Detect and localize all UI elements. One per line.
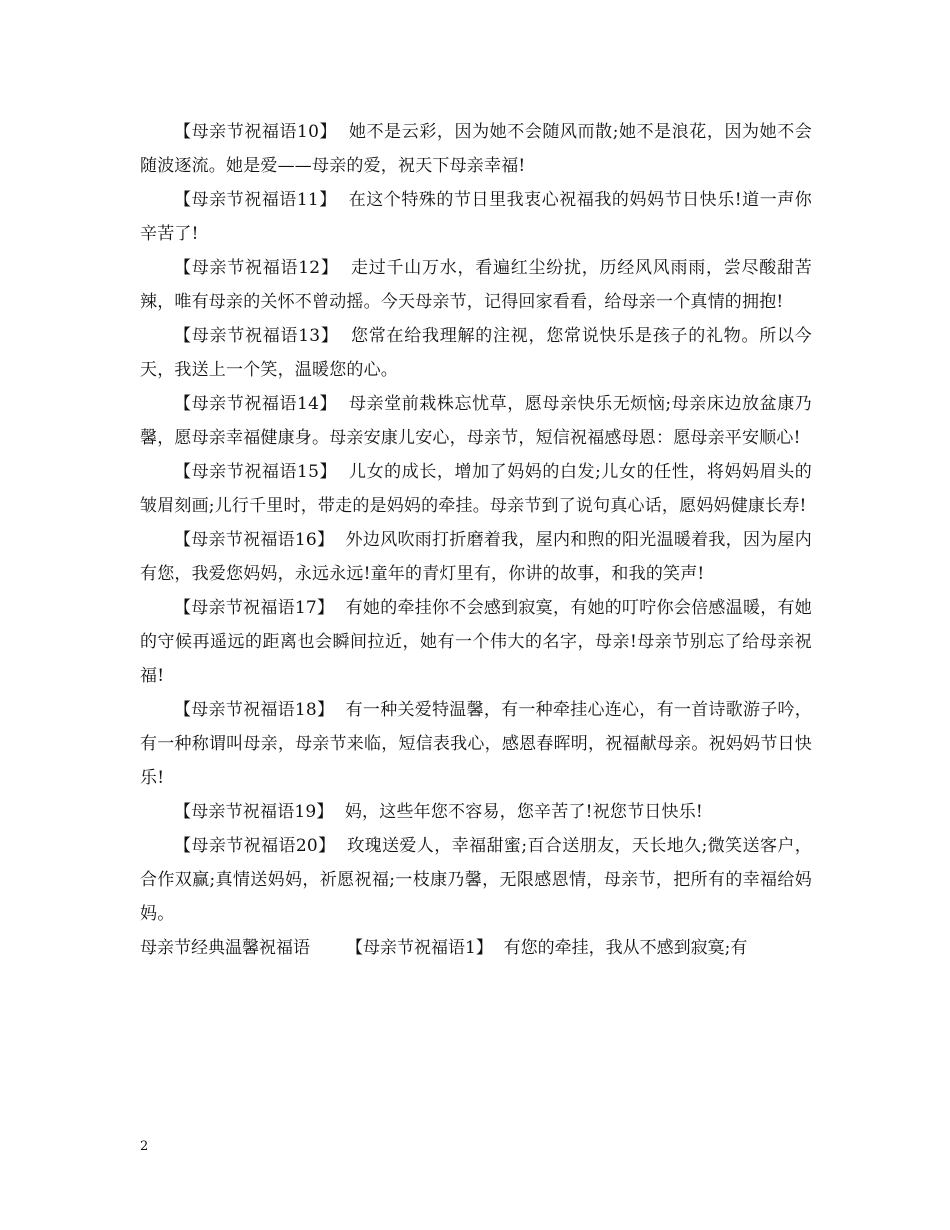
trailing-label: 【母亲节祝福语1】 [346,938,493,958]
paragraph-blessing-16 [140,523,812,591]
paragraph-blessing-12 [140,251,812,319]
paragraph-label: 【母亲节祝福语17】 [174,598,335,618]
section-heading-line [140,931,812,965]
paragraph-blessing-10 [140,115,812,183]
paragraph-label: 【母亲节祝福语14】 [174,394,338,414]
paragraph-text: 她不是云彩，因为她不会随风而散;她不是浪花，因为她不会随波逐流。她是爱——母亲的爱，祝天下母亲幸福! [140,122,812,176]
paragraph-text: 母亲堂前栽株忘忧草，愿母亲快乐无烦恼;母亲床边放盆康乃馨，愿母亲幸福健康身。母亲安康儿安心，母亲节，短信祝福感母恩：愿母亲平安顺心! [140,394,812,448]
paragraph-text: 您常在给我理解的注视，您常说快乐是孩子的礼物。所以今天，我送上一个笑，温暖您的心。 [140,326,812,380]
paragraph-text: 在这个特殊的节日里我衷心祝福我的妈妈节日快乐!道一声你辛苦了! [140,190,812,244]
paragraph-text: 有她的牵挂你不会感到寂寞，有她的叮咛你会倍感温暖，有她的守候再遥远的距离也会瞬间拉近，她有一个伟大的名字，母亲!母亲节别忘了给母亲祝福! [140,598,812,686]
paragraph-blessing-19 [140,795,812,829]
paragraph-blessing-18 [140,693,812,795]
paragraph-blessing-14 [140,387,812,455]
paragraph-label: 【母亲节祝福语18】 [174,700,335,720]
paragraph-label: 【母亲节祝福语10】 [174,122,338,142]
paragraph-label: 【母亲节祝福语15】 [174,462,338,482]
paragraph-blessing-13 [140,319,812,387]
document-body [140,115,812,965]
paragraph-label: 【母亲节祝福语16】 [174,530,335,550]
paragraph-blessing-11 [140,183,812,251]
paragraph-text: 外边风吹雨打折磨着我，屋内和煦的阳光温暖着我，因为屋内有您，我爱您妈妈，永远永远!童年的青灯里有，你讲的故事，和我的笑声! [140,530,812,584]
section-heading: 母亲节经典温馨祝福语 [140,938,310,958]
paragraph-text: 妈，这些年您不容易，您辛苦了!祝您节日快乐! [344,802,703,822]
paragraph-label: 【母亲节祝福语19】 [174,802,334,822]
trailing-text: 有您的牵挂，我从不感到寂寞;有 [503,938,748,958]
paragraph-label: 【母亲节祝福语13】 [174,326,339,346]
paragraph-blessing-20 [140,829,812,931]
paragraph-blessing-17 [140,591,812,693]
paragraph-text: 玫瑰送爱人，幸福甜蜜;百合送朋友，天长地久;微笑送客户，合作双赢;真情送妈妈，祈愿祝福;一枝康乃馨，无限感恩情，母亲节，把所有的幸福给妈妈。 [140,836,812,924]
paragraph-label: 【母亲节祝福语12】 [174,258,339,278]
paragraph-label: 【母亲节祝福语20】 [174,836,336,856]
paragraph-text: 儿女的成长，增加了妈妈的白发;儿女的任性，将妈妈眉头的皱眉刻画;儿行千里时，带走的是妈妈的牵挂。母亲节到了说句真心话，愿妈妈健康长寿! [140,462,812,516]
paragraph-text: 有一种关爱特温馨，有一种牵挂心连心，有一首诗歌游子吟，有一种称谓叫母亲，母亲节来临，短信表我心，感恩春晖明，祝福献母亲。祝妈妈节日快乐! [140,700,812,788]
paragraph-label: 【母亲节祝福语11】 [174,190,337,210]
paragraph-text: 走过千山万水，看遍红尘纷扰，历经风风雨雨，尝尽酸甜苦辣，唯有母亲的关怀不曾动摇。今天母亲节，记得回家看看，给母亲一个真情的拥抱! [140,258,812,312]
page-number: 2 [140,1139,149,1154]
paragraph-blessing-15 [140,455,812,523]
